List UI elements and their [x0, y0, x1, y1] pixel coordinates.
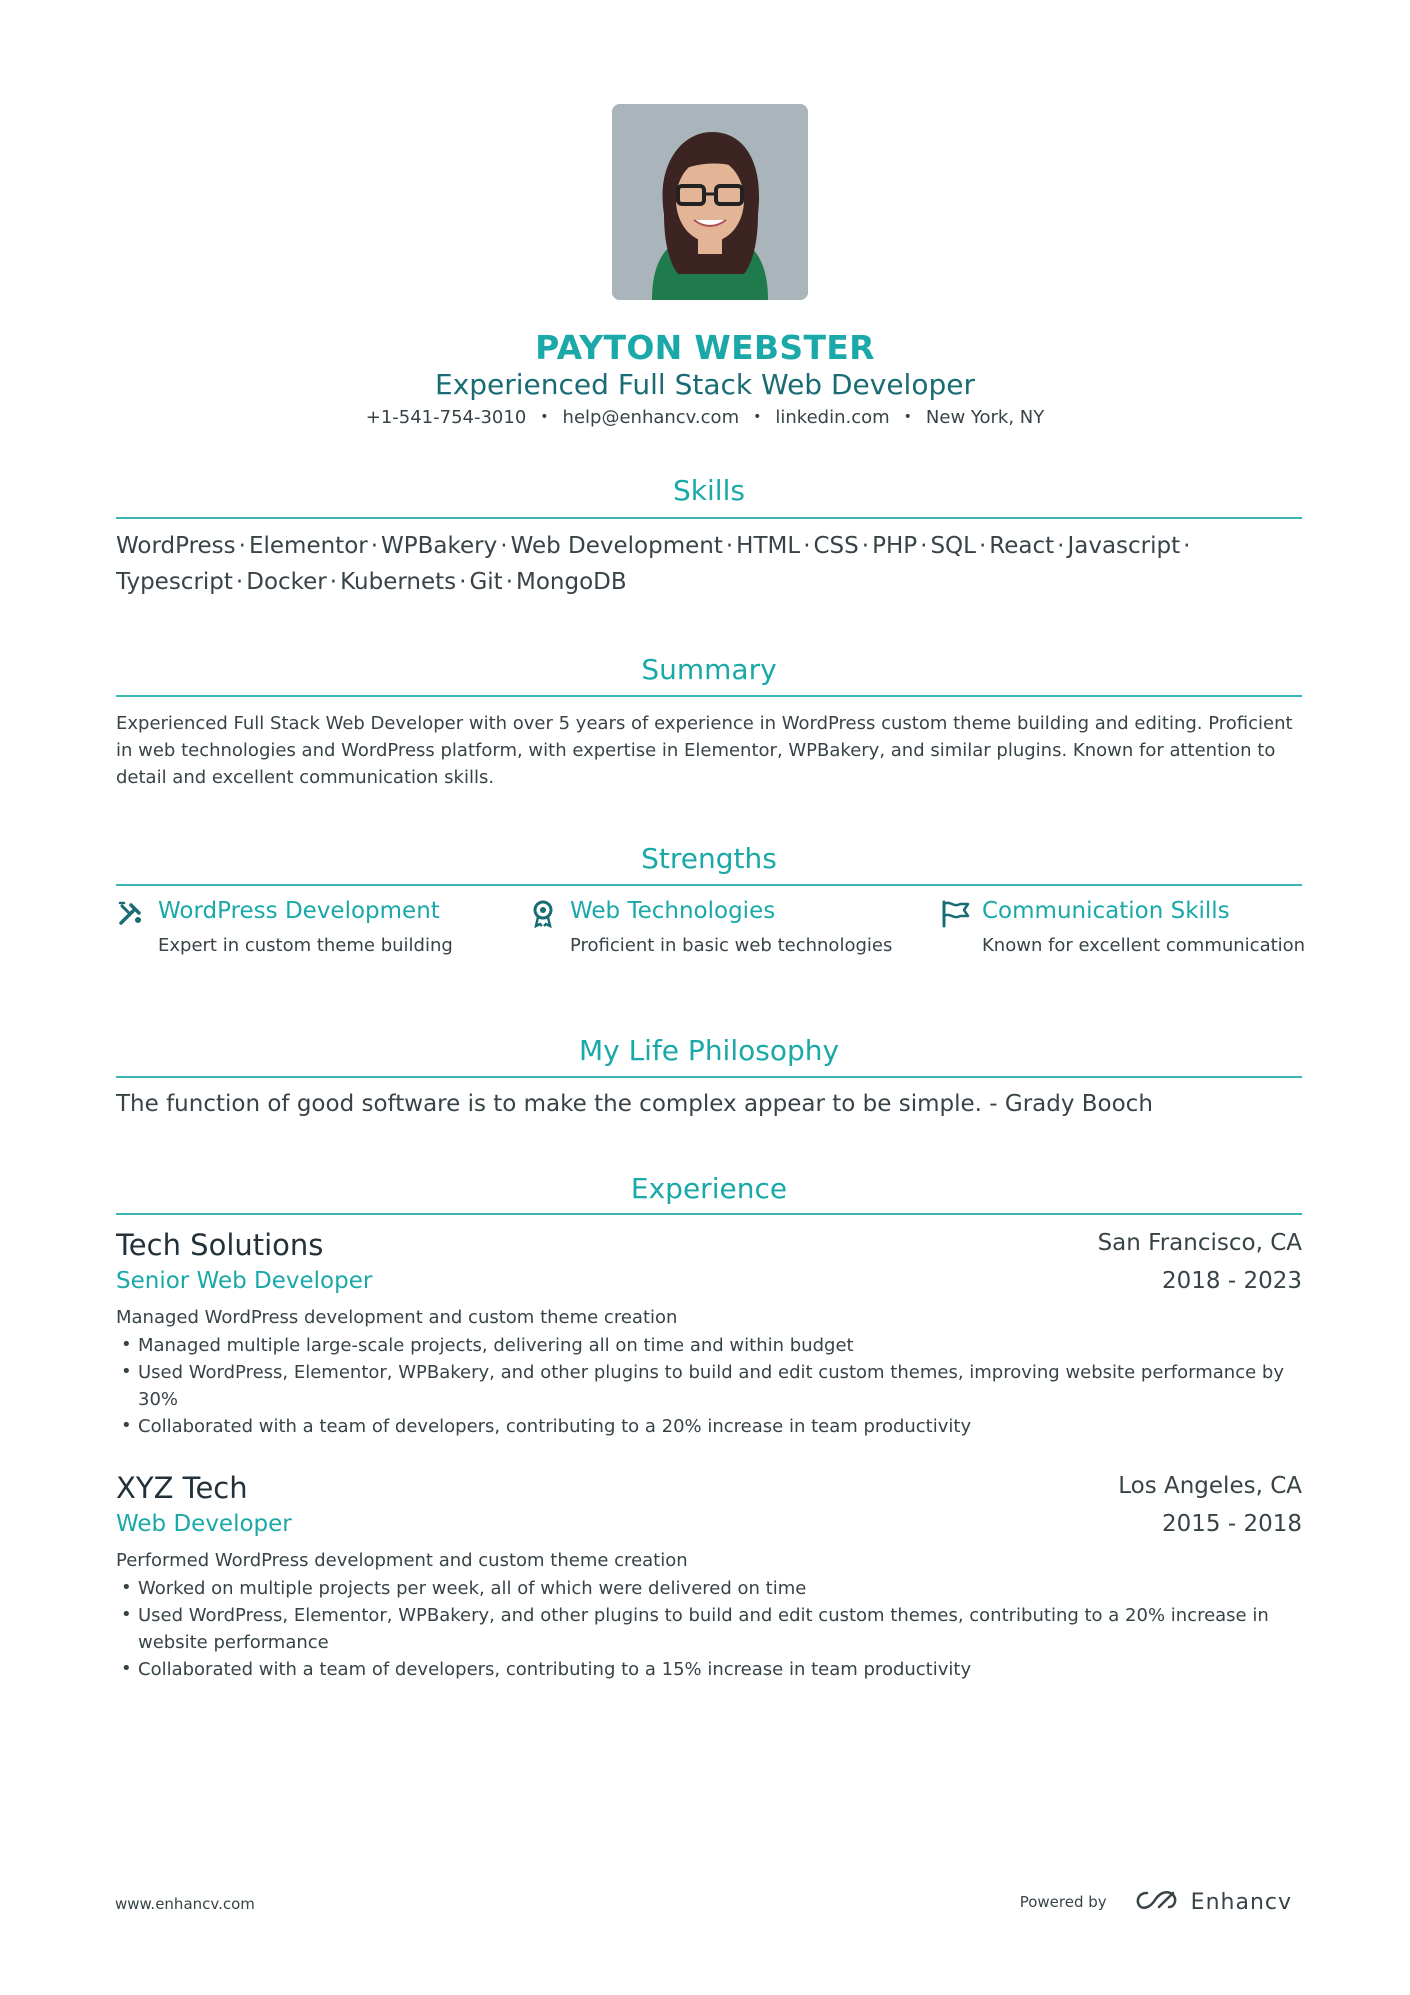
skill-separator: ·: [1183, 533, 1191, 559]
section-divider: [116, 1213, 1302, 1215]
list-item: • Managed multiple large-scale projects, delivering all on time and within budget: [116, 1332, 1302, 1359]
skill-separator: ·: [505, 569, 513, 595]
skill-separator: ·: [920, 533, 928, 559]
summary-text: Experienced Full Stack Web Developer with over 5 years of experience in WordPress custom theme building and editing. Proficient in web technologies and WordPress platform, with expertise in Elementor, WPBakery, and similar plugins. Known for attention to detail and excellent communication skills.: [116, 713, 1293, 788]
location: New York, NY: [925, 407, 1045, 428]
award-icon: [528, 898, 558, 928]
list-item: • Collaborated with a team of developers, contributing to a 15% increase in team productivity: [116, 1656, 1302, 1683]
philosophy-quote: The function of good software is to make the complex appear to be simple. - Grady Booch: [116, 1091, 1153, 1117]
company-name: Tech Solutions: [116, 1228, 324, 1262]
summary-heading: Summary: [641, 653, 777, 686]
section-divider: [116, 517, 1302, 519]
candidate-name: PAYTON WEBSTER: [535, 328, 875, 367]
strength-description: Proficient in basic web technologies: [570, 935, 893, 956]
section-divider: [116, 1076, 1302, 1078]
list-item: • Used WordPress, Elementor, WPBakery, and other plugins to build and edit custom themes, improving website performance by 30%: [116, 1359, 1302, 1413]
achievement-list: [116, 1575, 1302, 1683]
section-divider: [116, 884, 1302, 886]
linkedin-link[interactable]: linkedin.com: [775, 407, 890, 428]
skill-item: SQL: [930, 533, 976, 559]
strength-title: Communication Skills: [982, 898, 1230, 924]
skills-list: [116, 528, 1302, 600]
skill-item: HTML: [736, 533, 801, 559]
job-location: San Francisco, CA: [1097, 1230, 1302, 1256]
contact-separator: •: [540, 409, 549, 425]
skill-separator: ·: [1057, 533, 1065, 559]
phone-number: +1-541-754-3010: [365, 407, 527, 428]
skill-separator: ·: [803, 533, 811, 559]
skill-separator: ·: [329, 569, 338, 595]
skills-heading: Skills: [673, 474, 745, 507]
portrait-image: [612, 104, 808, 300]
job-title: Web Developer: [116, 1511, 292, 1537]
contact-separator: •: [753, 409, 762, 425]
skill-separator: ·: [370, 533, 379, 559]
skill-item: WordPress: [116, 533, 236, 559]
powered-by-label: Powered by: [1019, 1893, 1107, 1911]
skill-item: Elementor: [248, 533, 368, 559]
contact-separator: •: [903, 409, 912, 425]
skill-item: Typescript: [116, 569, 233, 595]
footer-branding: [1020, 1888, 1292, 1916]
philosophy-heading: My Life Philosophy: [578, 1034, 840, 1067]
skill-separator: ·: [238, 533, 246, 559]
skill-item: MongoDB: [516, 569, 627, 595]
experience-heading: Experience: [630, 1172, 788, 1205]
job-dates: 2018 - 2023: [1162, 1268, 1302, 1294]
email-link[interactable]: help@enhancv.com: [562, 407, 740, 428]
strength-description: Known for excellent communication: [982, 935, 1306, 956]
candidate-headline: Experienced Full Stack Web Developer: [435, 368, 975, 401]
skill-separator: ·: [459, 569, 467, 595]
skill-separator: ·: [861, 533, 870, 559]
brand-name: Enhancv: [1190, 1889, 1292, 1915]
strength-title: WordPress Development: [158, 898, 440, 924]
job-location: Los Angeles, CA: [1118, 1473, 1302, 1499]
company-name: XYZ Tech: [116, 1471, 248, 1505]
skill-item: Kubernets: [340, 569, 457, 595]
footer-website-link[interactable]: www.enhancv.com: [115, 1895, 255, 1913]
skill-separator: ·: [500, 533, 508, 559]
strength-description: Expert in custom theme building: [158, 935, 453, 956]
experience-entry: [116, 1471, 1302, 1691]
enhancv-logo-icon: [1133, 1888, 1181, 1916]
strengths-heading: Strengths: [641, 842, 777, 875]
flag-icon: [940, 898, 970, 928]
skills-line-1: [116, 528, 1302, 564]
skill-item: PHP: [872, 533, 918, 559]
skill-item: Javascript: [1067, 533, 1181, 559]
tools-icon: [116, 898, 146, 928]
list-item: • Collaborated with a team of developers, contributing to a 20% increase in team productivity: [116, 1413, 1302, 1440]
list-item: • Used WordPress, Elementor, WPBakery, and other plugins to build and edit custom themes, contributing to a 20% increase in website performance: [116, 1602, 1302, 1656]
skill-separator: ·: [725, 533, 734, 559]
skill-item: Git: [469, 569, 503, 595]
job-description: Managed WordPress development and custom theme creation: [116, 1307, 678, 1328]
skill-item: CSS: [813, 533, 859, 559]
job-title: Senior Web Developer: [116, 1268, 373, 1294]
job-dates: 2015 - 2018: [1162, 1511, 1302, 1537]
list-item: • Worked on multiple projects per week, all of which were delivered on time: [116, 1575, 1302, 1602]
strength-title: Web Technologies: [570, 898, 776, 924]
skill-item: Web Development: [510, 533, 723, 559]
experience-entry: [116, 1228, 1302, 1448]
profile-photo: [612, 104, 808, 300]
skill-separator: ·: [235, 569, 244, 595]
contact-info: [0, 407, 1410, 428]
skill-separator: ·: [978, 533, 987, 559]
job-description: Performed WordPress development and custom theme creation: [116, 1550, 688, 1571]
achievement-list: [116, 1332, 1302, 1440]
skill-item: Docker: [246, 569, 327, 595]
skills-line-2: [116, 564, 1302, 600]
section-divider: [116, 695, 1302, 697]
skill-item: React: [989, 533, 1055, 559]
skill-item: WPBakery: [381, 533, 498, 559]
